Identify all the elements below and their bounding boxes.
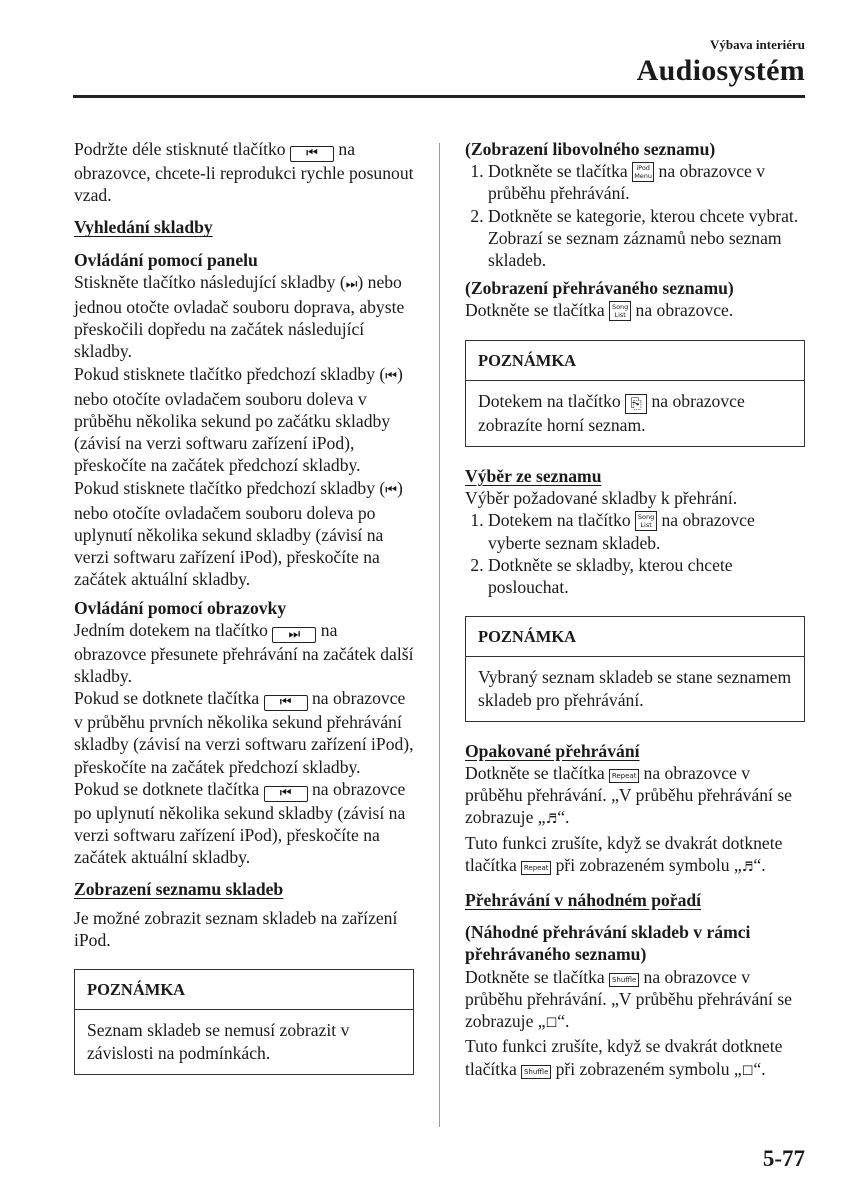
note-text-a: Dotekem na tlačítko	[478, 390, 621, 411]
panel-p3-text-b: ) nebo otočíte ovladačem souboru doleva po uplynutí několika sekund skladby (závisí na verzi softwaru zařízení iPod), přeskočíte na začátek aktuální skladby.	[74, 477, 403, 590]
note-text-b: na obrazovce zobrazíte horní seznam.	[478, 390, 745, 435]
shuffle-symbol-icon: ☐	[741, 1063, 754, 1079]
shuffle-button-icon: Shuffle	[609, 973, 639, 987]
note-box	[74, 969, 414, 1075]
list-paragraph: Je možné zobrazit seznam skladeb na zařízení iPod.	[74, 907, 398, 950]
panel-paragraph-2	[74, 363, 414, 477]
note-heading: POZNÁMKA	[466, 341, 804, 381]
panel-p1-text-b: ) nebo jednou otočte ovladač souboru doprava, abyste přeskočili dopředu na začátek následující skladby.	[74, 271, 405, 362]
select-steps	[465, 509, 805, 598]
shuffle-text-e: při zobrazeném symbolu „	[555, 1058, 742, 1079]
playing-list-heading: (Zobrazení přehrávaného seznamu)	[465, 278, 734, 299]
previous-track-icon: ⏮	[385, 482, 397, 498]
section-label: Výbava interiéru	[710, 37, 805, 52]
shuffle-symbol-icon: ☐	[545, 1016, 558, 1032]
repeat-text-a: Dotkněte se tlačítka	[465, 763, 605, 784]
search-heading: Vyhledání skladby	[74, 217, 213, 238]
panel-p1-text-a: Stiskněte tlačítko následující skladby (	[74, 271, 346, 292]
list-item: 2. Dotkněte se skladby, kterou chcete poslouchat.	[488, 554, 805, 598]
repeat-heading: Opakované přehrávání	[465, 740, 640, 761]
screen-p3-text-b: na obrazovce po uplynutí několika sekund skladby (závisí na verzi softwaru zařízení iPod), přeskočíte na začátek aktuální skladby.	[74, 778, 406, 868]
note-body	[466, 381, 804, 446]
column-divider	[439, 143, 440, 1127]
repeat-text-d: Tuto funkci zrušíte, když se dvakrát dotknete tlačítka	[465, 832, 783, 875]
intro-text-b: na obrazovce, chcete-li reprodukci rychle posunout vzad.	[74, 139, 414, 206]
intro-paragraph	[74, 138, 414, 206]
screen-p3-text-a: Pokud se dotknete tlačítka	[74, 778, 260, 799]
list-item	[488, 509, 805, 553]
top-list-button-icon: ⎘	[625, 394, 647, 414]
step-text-a: Dotkněte se tlačítka	[488, 161, 628, 182]
screen-p1-text-b: na obrazovce přesunete přehrávání na začátek další skladby.	[74, 619, 414, 687]
step-text-b: na obrazovce v průběhu přehrávání.	[488, 161, 766, 204]
shuffle-text-c: “.	[557, 1011, 570, 1032]
title-rule	[73, 95, 805, 98]
screen-paragraph-2	[74, 687, 414, 778]
panel-heading: Ovládání pomocí panelu	[74, 249, 258, 270]
note-body: Seznam skladeb se nemusí zobrazit v závislosti na podmínkách.	[87, 1020, 350, 1063]
page-number: 5-77	[762, 1146, 805, 1171]
panel-p3-text-a: Pokud stisknete tlačítko předchozí skladby (	[74, 477, 386, 498]
screen-p1-text-a: Jedním dotekem na tlačítko	[74, 619, 268, 640]
note-box	[465, 616, 805, 722]
repeat-button-icon: Repeat	[521, 861, 551, 875]
repeat-text-e: při zobrazeném symbolu „	[555, 854, 742, 875]
list-heading: Zobrazení seznamu skladeb	[74, 879, 284, 900]
repeat-paragraph-1	[465, 762, 805, 832]
step-text-b: na obrazovce vyberte seznam skladeb.	[488, 510, 755, 553]
next-track-icon: ⏭	[345, 276, 358, 292]
previous-track-icon: ⏮	[264, 786, 308, 802]
panel-paragraph-3	[74, 477, 414, 591]
shuffle-heading: Přehrávání v náhodném pořadí	[465, 890, 702, 911]
note-body: Vybraný seznam skladeb se stane seznamem skladeb pro přehrávání.	[478, 667, 792, 710]
panel-p2-text-a: Pokud stisknete tlačítko předchozí skladby (	[74, 363, 386, 384]
repeat-symbol-icon: ♬	[741, 859, 754, 875]
shuffle-paragraph-1	[465, 966, 805, 1036]
previous-track-icon: ⏮	[385, 368, 397, 384]
shuffle-button-icon: Shuffle	[521, 1065, 551, 1079]
playing-list-paragraph	[465, 299, 805, 321]
repeat-text-f: “.	[753, 854, 766, 875]
repeat-text-b: na obrazovce v průběhu přehrávání. „V průběhu přehrávání se zobrazuje „	[465, 763, 792, 828]
shuffle-paragraph-2	[465, 1035, 805, 1082]
screen-heading: Ovládání pomocí obrazovky	[74, 597, 287, 618]
shuffle-text-b: na obrazovce v průběhu přehrávání. „V průběhu přehrávání se zobrazuje „	[465, 966, 792, 1032]
page-title: Audiosystém	[636, 54, 805, 87]
playing-list-text-a: Dotkněte se tlačítka	[465, 300, 605, 321]
list-item: 2. Dotkněte se kategorie, kterou chcete vybrat. Zobrazí se seznam záznamů nebo seznam skladeb.	[488, 205, 805, 272]
shuffle-subheading: (Náhodné přehrávání skladeb v rámci přehrávaného seznamu)	[465, 922, 751, 965]
song-list-button-icon: Song List	[635, 511, 657, 531]
song-list-button-icon: Song List	[609, 301, 631, 321]
next-track-icon: ⏭	[272, 627, 316, 643]
rewind-button-icon: ⏮	[290, 146, 334, 162]
list-item	[488, 160, 805, 204]
screen-paragraph-3	[74, 778, 414, 869]
playing-list-text-b: na obrazovce.	[635, 300, 734, 321]
shuffle-text-f: “.	[753, 1058, 766, 1079]
repeat-symbol-icon: ♬	[545, 812, 558, 828]
repeat-paragraph-2	[465, 832, 805, 879]
any-list-steps	[465, 160, 805, 271]
shuffle-text-a: Dotkněte se tlačítka	[465, 966, 605, 987]
screen-paragraph-1	[74, 619, 414, 687]
ipod-menu-button-icon: iPod Menu	[632, 162, 654, 182]
any-list-heading: (Zobrazení libovolného seznamu)	[465, 139, 716, 159]
repeat-button-icon: Repeat	[609, 769, 639, 783]
step-text-a: Dotekem na tlačítko	[488, 510, 631, 531]
note-heading: POZNÁMKA	[75, 970, 413, 1010]
panel-p2-text-b: ) nebo otočíte ovladačem souboru doleva v průběhu několika sekund po začátku skladby (závisí na verzi softwaru zařízení iPod), přeskočíte na začátek předchozí skladby.	[74, 363, 403, 476]
shuffle-text-d: Tuto funkci zrušíte, když se dvakrát dotknete tlačítka	[465, 1036, 783, 1079]
left-column	[74, 138, 414, 1075]
screen-p2-text-a: Pokud se dotknete tlačítka	[74, 688, 260, 709]
note-heading: POZNÁMKA	[466, 617, 804, 657]
repeat-text-c: “.	[557, 807, 570, 828]
intro-text-a: Podržte déle stisknuté tlačítko	[74, 139, 286, 159]
select-heading: Výběr ze seznamu	[465, 466, 602, 487]
right-column	[465, 138, 805, 1083]
panel-paragraph-1	[74, 271, 414, 363]
note-box	[465, 340, 805, 447]
screen-p2-text-b: na obrazovce v průběhu prvních několika sekund přehrávání skladby (závisí na verzi softwaru zařízení iPod), přeskočíte na začátek předchozí skladby.	[74, 688, 414, 777]
select-paragraph: Výběr požadované skladby k přehrání.	[465, 488, 738, 509]
previous-track-icon: ⏮	[264, 695, 308, 711]
